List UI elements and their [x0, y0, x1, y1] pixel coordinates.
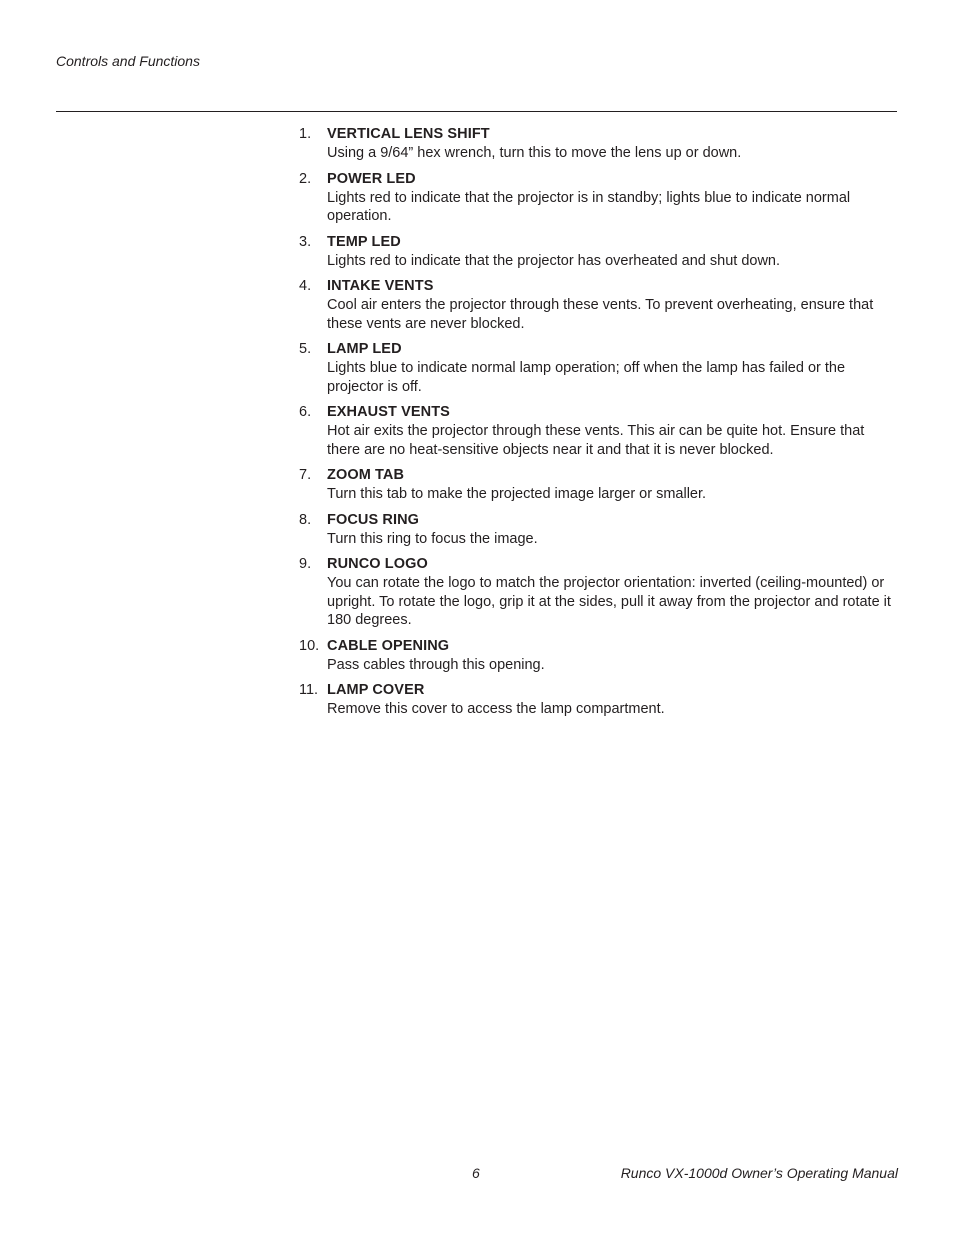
list-item — [296, 403, 900, 459]
item-description: Cool air enters the projector through these vents. To prevent overheating, ensure that these vents are never blocked. — [327, 297, 874, 332]
item-title: VERTICAL LENS SHIFT — [327, 126, 490, 142]
list-item — [296, 125, 900, 163]
item-number: 7. — [299, 467, 312, 483]
item-title: TEMP LED — [327, 233, 401, 250]
item-number: 2. — [299, 170, 312, 187]
list-item — [296, 681, 900, 719]
list-item — [296, 170, 900, 226]
item-title: CABLE OPENING — [327, 637, 450, 654]
item-number: 5. — [299, 341, 312, 357]
item-description: Lights red to indicate that the projector has overheated and shut down. — [327, 252, 781, 269]
list-item — [296, 340, 900, 396]
item-number: 4. — [299, 278, 312, 294]
item-number: 3. — [299, 233, 312, 250]
list-item — [296, 555, 900, 630]
manual-title: Runco VX-1000d Owner’s Operating Manual — [620, 1165, 898, 1181]
item-number: 11. — [299, 682, 319, 698]
header-rule — [56, 111, 897, 112]
item-description: Remove this cover to access the lamp compartment. — [327, 701, 665, 717]
item-number: 6. — [299, 404, 312, 420]
item-description: Using a 9/64” hex wrench, turn this to move the lens up or down. — [327, 145, 742, 161]
page-number: 6 — [472, 1165, 480, 1181]
item-title: INTAKE VENTS — [327, 278, 434, 294]
item-title: FOCUS RING — [327, 511, 420, 528]
item-description: Pass cables through this opening. — [327, 656, 545, 673]
item-description: Hot air exits the projector through these vents. This air can be quite hot. Ensure that there are no heat-sensitive objects near it and that it is never blocked. — [327, 423, 865, 458]
item-title: ZOOM TAB — [327, 467, 405, 483]
item-description: Lights red to indicate that the projector is in standby; lights blue to indicate normal operation. — [327, 189, 851, 224]
item-number: 8. — [299, 511, 312, 528]
item-title: LAMP COVER — [327, 682, 425, 698]
item-title: LAMP LED — [327, 341, 402, 357]
list-item — [296, 277, 900, 333]
controls-list — [296, 125, 900, 726]
list-item — [296, 233, 900, 271]
item-description: Turn this tab to make the projected image larger or smaller. — [327, 486, 707, 502]
item-number: 9. — [299, 556, 312, 572]
item-number: 10. — [299, 637, 320, 654]
item-title: EXHAUST VENTS — [327, 404, 450, 420]
item-number: 1. — [299, 126, 312, 142]
item-description: Turn this ring to focus the image. — [327, 530, 538, 547]
list-item — [296, 511, 900, 549]
item-description: Lights blue to indicate normal lamp operation; off when the lamp has failed or the projector is off. — [327, 360, 846, 395]
running-header: Controls and Functions — [56, 53, 200, 69]
list-item — [296, 637, 900, 675]
item-title: POWER LED — [327, 170, 416, 187]
list-item — [296, 466, 900, 504]
item-description: You can rotate the logo to match the projector orientation: inverted (ceiling-mounted) or upright. To rotate the logo, grip it at the sides, pull it away from the projector and rotate it 180 degrees. — [327, 575, 891, 628]
item-title: RUNCO LOGO — [327, 556, 428, 572]
